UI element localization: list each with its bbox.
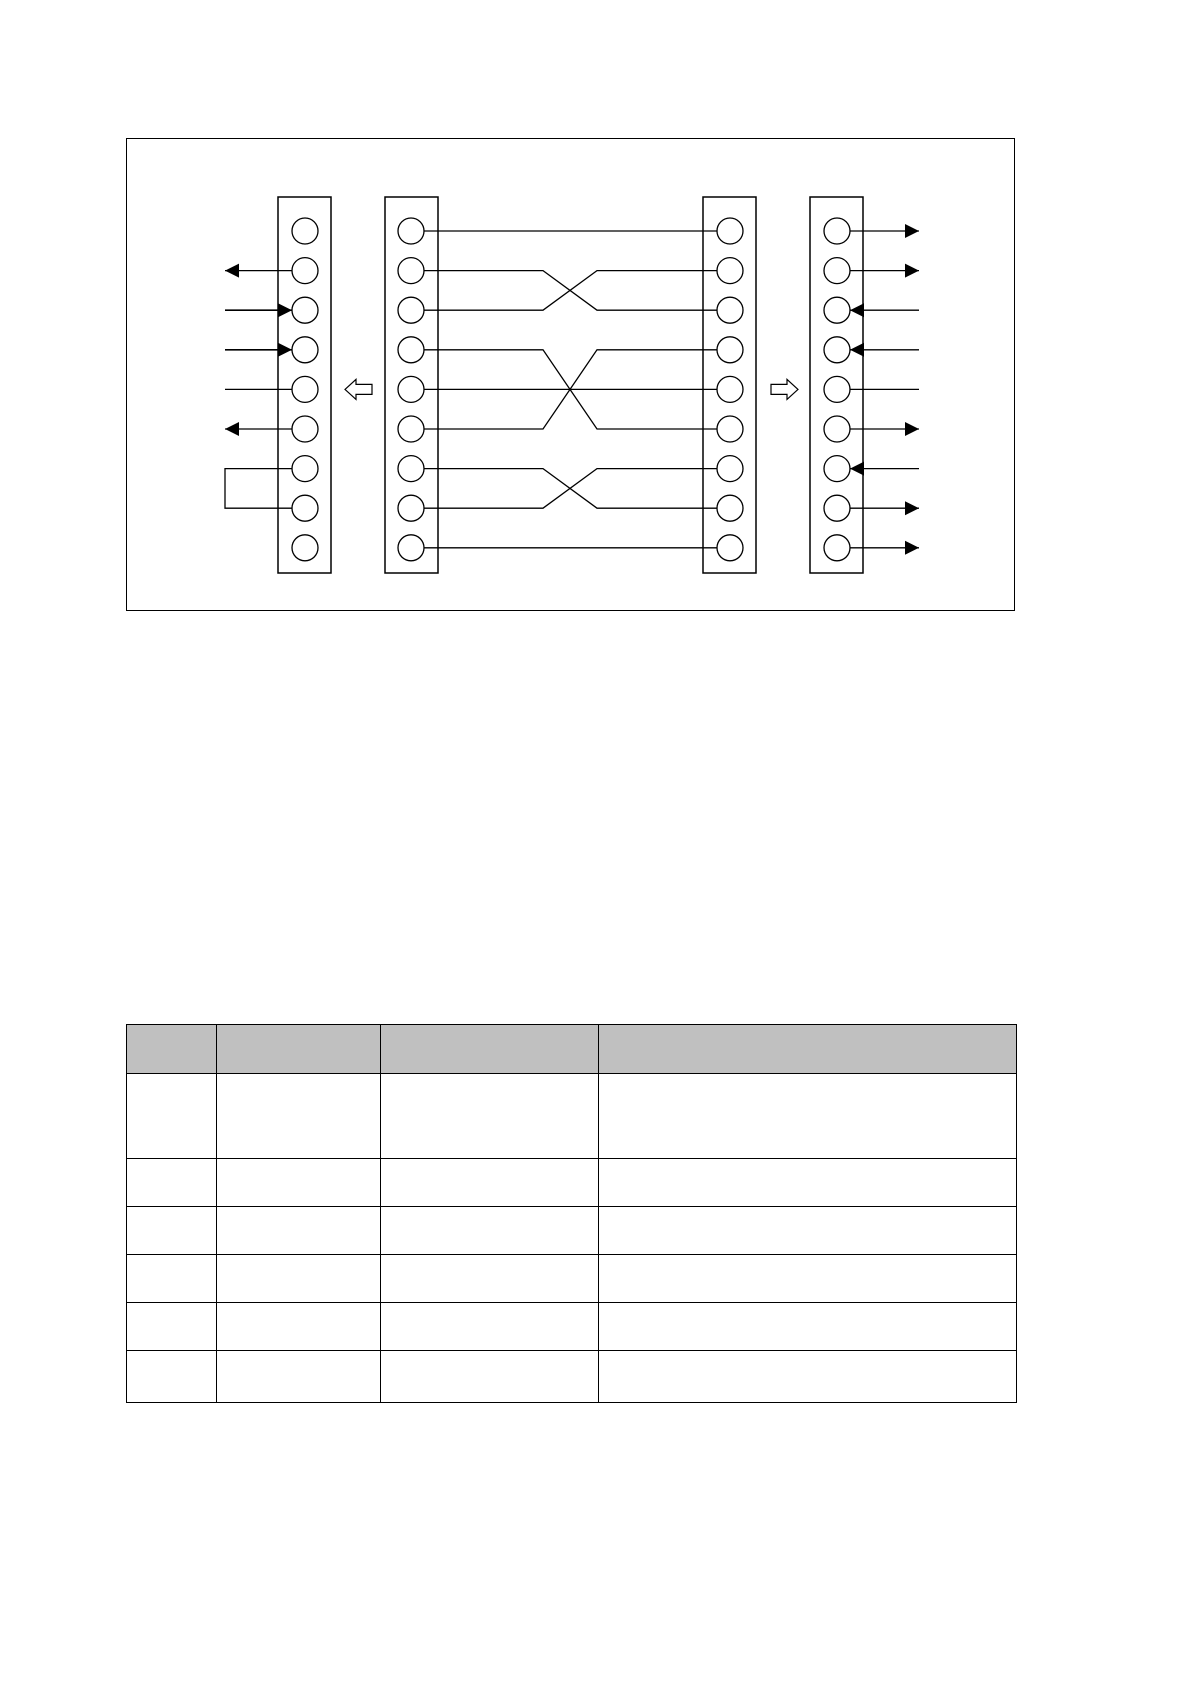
- arrow-left-icon: [225, 422, 239, 436]
- connector-pin: [824, 337, 850, 363]
- table-cell: [381, 1074, 599, 1159]
- table-cell: [217, 1207, 381, 1255]
- table-cell: [217, 1074, 381, 1159]
- connector-pin: [398, 337, 424, 363]
- connector-pin: [824, 297, 850, 323]
- connector-pin: [398, 218, 424, 244]
- table-cell: [127, 1303, 217, 1351]
- arrow-right-icon: [905, 541, 919, 555]
- connector-pin: [292, 456, 318, 482]
- connector-pin: [398, 297, 424, 323]
- table-header-cell: [217, 1025, 381, 1074]
- table-cell: [127, 1207, 217, 1255]
- connector-pin: [292, 218, 318, 244]
- connector-pin: [398, 456, 424, 482]
- table-header-cell: [127, 1025, 217, 1074]
- connector-pin: [824, 218, 850, 244]
- connector-pin: [717, 218, 743, 244]
- cross-wire: [424, 271, 717, 311]
- table-row: [127, 1207, 1017, 1255]
- table-row: [127, 1303, 1017, 1351]
- table-cell: [381, 1351, 599, 1403]
- table-cell: [381, 1303, 599, 1351]
- connector-pin: [717, 535, 743, 561]
- pin-table: [126, 1024, 1017, 1403]
- connector-pin: [292, 258, 318, 284]
- table-cell: [217, 1159, 381, 1207]
- connector-pin: [398, 258, 424, 284]
- table-cell: [127, 1159, 217, 1207]
- connector-pin: [717, 416, 743, 442]
- connector-pin: [717, 337, 743, 363]
- table-cell: [599, 1255, 1017, 1303]
- connector-pin: [824, 376, 850, 402]
- table-cell: [599, 1207, 1017, 1255]
- table-cell: [381, 1207, 599, 1255]
- connector-pin: [398, 416, 424, 442]
- table-cell: [599, 1074, 1017, 1159]
- connector-pin: [824, 258, 850, 284]
- connector-pin: [398, 495, 424, 521]
- connector-pin: [717, 456, 743, 482]
- table-cell: [381, 1159, 599, 1207]
- table-cell: [381, 1255, 599, 1303]
- table-cell: [599, 1159, 1017, 1207]
- table-cell: [217, 1351, 381, 1403]
- connector-pin: [717, 297, 743, 323]
- arrow-right-icon: [905, 422, 919, 436]
- arrow-right-icon: [905, 224, 919, 238]
- connector-pin: [398, 535, 424, 561]
- table-header-row: [127, 1025, 1017, 1074]
- table-cell: [127, 1255, 217, 1303]
- table-cell: [127, 1074, 217, 1159]
- table-row: [127, 1255, 1017, 1303]
- connector-pin: [292, 297, 318, 323]
- arrow-right-icon: [905, 264, 919, 278]
- table-cell: [599, 1303, 1017, 1351]
- connector-pin: [292, 376, 318, 402]
- table-row: [127, 1351, 1017, 1403]
- connector-pin: [824, 416, 850, 442]
- arrow-right-icon: [905, 501, 919, 515]
- connector-pin: [717, 495, 743, 521]
- connector-pin: [398, 376, 424, 402]
- connector-pin: [824, 456, 850, 482]
- table-header-cell: [381, 1025, 599, 1074]
- connector-pin: [824, 495, 850, 521]
- table-cell: [217, 1303, 381, 1351]
- connector-pin: [292, 337, 318, 363]
- connector-pin: [717, 258, 743, 284]
- table-cell: [127, 1351, 217, 1403]
- connector-pin: [717, 376, 743, 402]
- connector-pin: [292, 495, 318, 521]
- table-header-cell: [599, 1025, 1017, 1074]
- table-cell: [599, 1351, 1017, 1403]
- connector-pin: [292, 416, 318, 442]
- hollow-arrow-left-icon: [345, 379, 372, 399]
- cross-wire: [424, 469, 717, 509]
- table-row: [127, 1074, 1017, 1159]
- arrow-left-icon: [225, 264, 239, 278]
- table-row: [127, 1159, 1017, 1207]
- connector-pin: [292, 535, 318, 561]
- table-cell: [217, 1255, 381, 1303]
- connector-pin: [824, 535, 850, 561]
- hollow-arrow-right-icon: [771, 379, 798, 399]
